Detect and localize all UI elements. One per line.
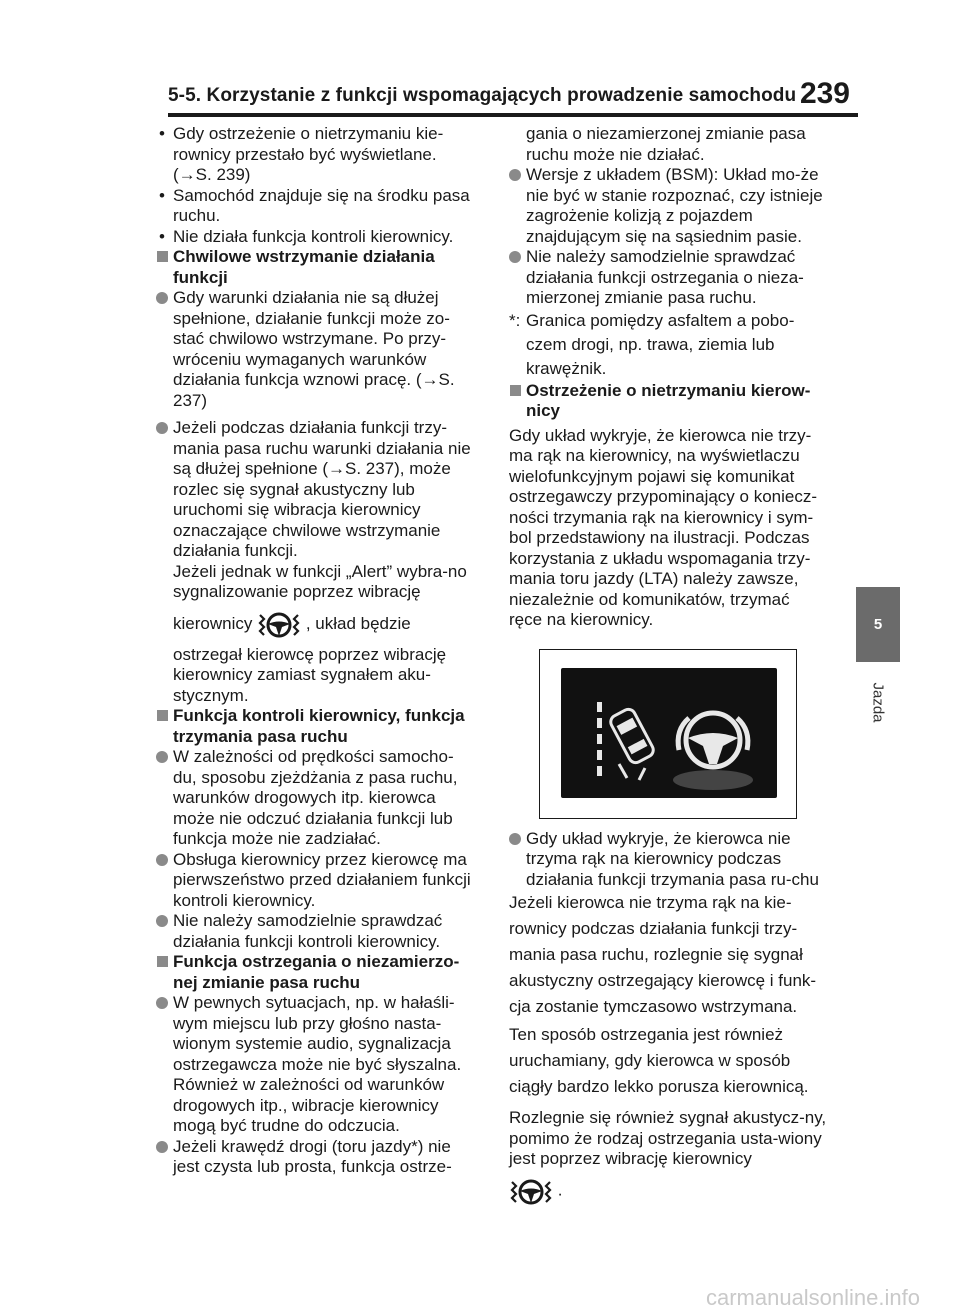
- bullet-item: • Nie działa funkcja kontroli kierownicy.: [156, 227, 474, 248]
- lane-marking-icon: [597, 702, 602, 776]
- item-text: Obsługa kierownicy przez kierowcę ma pierwszeństwo przed działaniem funkcji kontroli kierownicy.: [173, 849, 471, 910]
- inline-icon-line: [173, 603, 474, 645]
- circle-bullet-icon: [156, 292, 168, 304]
- circle-bullet-icon: [509, 169, 521, 181]
- item-text: , układ będzie: [305, 613, 411, 633]
- illustration-frame: [539, 649, 797, 819]
- circle-item: [156, 850, 474, 912]
- chapter-number: 5: [873, 616, 883, 633]
- left-column: [156, 124, 474, 1178]
- circle-bullet-icon: [509, 833, 521, 845]
- heading-text: Funkcja ostrzegania o niezamierzo-nej zmianie pasa ruchu: [173, 952, 460, 992]
- circle-item: [156, 993, 474, 1137]
- item-text: Wersje z układem (BSM): Układ mo-że nie być w stanie rozpoznać, czy istnieje zagrożenie kolizją z pojazdem znajdującym się na sąsiednim pasie.: [526, 165, 823, 246]
- section-heading: [156, 247, 474, 288]
- section-heading: [156, 952, 474, 993]
- section-heading: [509, 381, 827, 422]
- item-text: Gdy warunki działania nie są dłużej spełnione, działanie funkcji może zo-stać chwilowo wstrzymane. Po przy-wróceniu wymaganych warunków działania funkcja wznowi pracę. (→S. 237): [173, 288, 455, 410]
- watermark: carmanualsonline.info: [705, 1285, 920, 1310]
- item-text: kierownicy: [173, 613, 253, 633]
- bullet-item: • Samochód znajduje się na środku pasa ruchu.: [156, 186, 474, 227]
- right-column: [509, 124, 827, 1206]
- heading-text: Ostrzeżenie o nietrzymaniu kierow-nicy: [526, 380, 811, 420]
- item-text: Nie należy samodzielnie sprawdzać działania funkcji ostrzegania o nieza-mierzonej zmianie pasa ruchu.: [526, 247, 804, 307]
- circle-bullet-icon: [156, 915, 168, 927]
- header-rule: [168, 113, 858, 117]
- square-marker-icon: [157, 251, 168, 262]
- chapter-tab: [856, 587, 900, 662]
- circle-bullet-icon: [156, 1141, 168, 1153]
- circle-bullet-icon: [156, 422, 168, 434]
- item-text: Jeżeli podczas działania funkcji trzy-mania pasa ruchu warunki działania nie są dłużej spełnione (→S. 237), może rozlec się sygnał akustyczny lub uruchomi się wibracja kierownicy oznaczające chwilowe wstrzymanie działania funkcji.: [173, 418, 471, 560]
- circle-item: [509, 829, 827, 891]
- square-marker-icon: [157, 956, 168, 967]
- circle-item: [156, 288, 474, 411]
- chapter-label-text: Jazda: [869, 681, 887, 723]
- circle-bullet-icon: [156, 997, 168, 1009]
- body-paragraph: Rozlegnie się również sygnał akustycz-ny, pomimo że rodzaj ostrzegania usta-wiony jest poprzez wibrację kierownicy: [509, 1108, 827, 1168]
- bullet-item: • Gdy ostrzeżenie o nietrzymaniu kie-rownicy przestało być wyświetlane. (→S. 239): [156, 124, 474, 186]
- item-text: Gdy układ wykryje, że kierowca nie trzyma rąk na kierownicy podczas działania funkcji trzymania pasa ru-chu: [526, 828, 819, 889]
- body-paragraph: Ten sposób ostrzegania jest również uruchamiany, gdy kierowca w sposób ciągły bardzo lekko porusza kierownicą.: [509, 1025, 809, 1096]
- square-marker-icon: [157, 710, 168, 721]
- item-text: Nie należy samodzielnie sprawdzać działania funkcji kontroli kierownicy.: [173, 911, 443, 951]
- circle-bullet-icon: [156, 751, 168, 763]
- steering-wheel-vibration-icon: [509, 1176, 553, 1206]
- body-paragraph: Jeżeli kierowca nie trzyma rąk na kie-rownicy podczas działania funkcji trzy-mania pasa ruchu, rozlegnie się sygnał akustyczny ostrzegający kierowcę i funk-cja zostanie tymczasowo wstrzymana.: [509, 893, 817, 1016]
- item-text: W pewnych sytuacjach, np. w hałaśli-wym miejscu lub przy głośno nasta-wionym systemie audio, sygnalizacja ostrzegawcza może nie być słyszalna. Również w zależności od warunków drogowych itp., wibracje kierownicy mogą być trudne do odczucia.: [173, 993, 462, 1135]
- item-text: .: [557, 1179, 563, 1199]
- circle-item: [156, 747, 474, 850]
- circle-item: [509, 165, 827, 247]
- continued-text: gania o niezamierzonej zmianie pasa ruchu może nie działać.: [526, 124, 806, 164]
- footnote: [509, 309, 827, 381]
- item-text: W zależności od prędkości samocho-du, sposobu zjeżdżania z pasa ruchu, warunków drogowych itp. kierowca może nie odczuć działania funkcji lub funkcja może nie zadziałać.: [173, 747, 458, 848]
- steering-wheel-vibration-icon: [257, 609, 301, 639]
- chapter-label: [856, 672, 900, 732]
- heading-text: Funkcja kontroli kierownicy, funkcja trzymania pasa ruchu: [173, 706, 465, 746]
- circle-item: [156, 1137, 474, 1178]
- item-text: ostrzegał kierowcę poprzez wibrację kierownicy zamiast sygnałem aku-stycznym.: [173, 644, 447, 705]
- inline-icon-line: [509, 1176, 827, 1206]
- multi-information-display: [561, 668, 777, 798]
- circle-item: [509, 247, 827, 309]
- steering-wheel-hands-icon: [673, 713, 753, 790]
- circle-item: [156, 911, 474, 952]
- heading-text: Chwilowe wstrzymanie działania funkcji: [173, 247, 435, 287]
- circle-bullet-icon: [509, 251, 521, 263]
- square-marker-icon: [510, 385, 521, 396]
- page-header: [168, 77, 858, 113]
- circle-item: [156, 418, 474, 706]
- hands-off-wheel-illustration: [561, 668, 777, 798]
- footnote-mark: *:: [509, 310, 521, 330]
- car-drifting-icon: [608, 706, 655, 764]
- section-title: 5-5. Korzystanie z funkcji wspomagających prowadzenie samochodu: [168, 85, 797, 106]
- page-number: 239: [799, 77, 850, 110]
- footnote-text: Granica pomiędzy asfaltem a pobo-czem drogi, np. trawa, ziemia lub krawężnik.: [526, 310, 795, 378]
- item-text: Jeżeli jednak w funkcji „Alert” wybra-no sygnalizowanie poprzez wibrację: [173, 561, 467, 601]
- item-text: Jeżeli krawędź drogi (toru jazdy*) nie jest czysta lub prosta, funkcja ostrze-: [173, 1136, 452, 1176]
- section-heading: [156, 706, 474, 747]
- circle-bullet-icon: [156, 854, 168, 866]
- body-paragraph: Gdy układ wykryje, że kierowca nie trzy-ma rąk na kierownicy, na wyświetlaczu wielofunkcyjnym pojawi się komunikat ostrzegawczy przypominający o koniecz-ności trzymania rąk na kierownicy i sym-bol przedstawiony na ilustracji. Podczas korzystania z układu wspomagania trzy-mania toru jazdy (LTA) należy zawsze, niezależnie od komunikatów, trzymać ręce na kierownicy.: [509, 425, 818, 629]
